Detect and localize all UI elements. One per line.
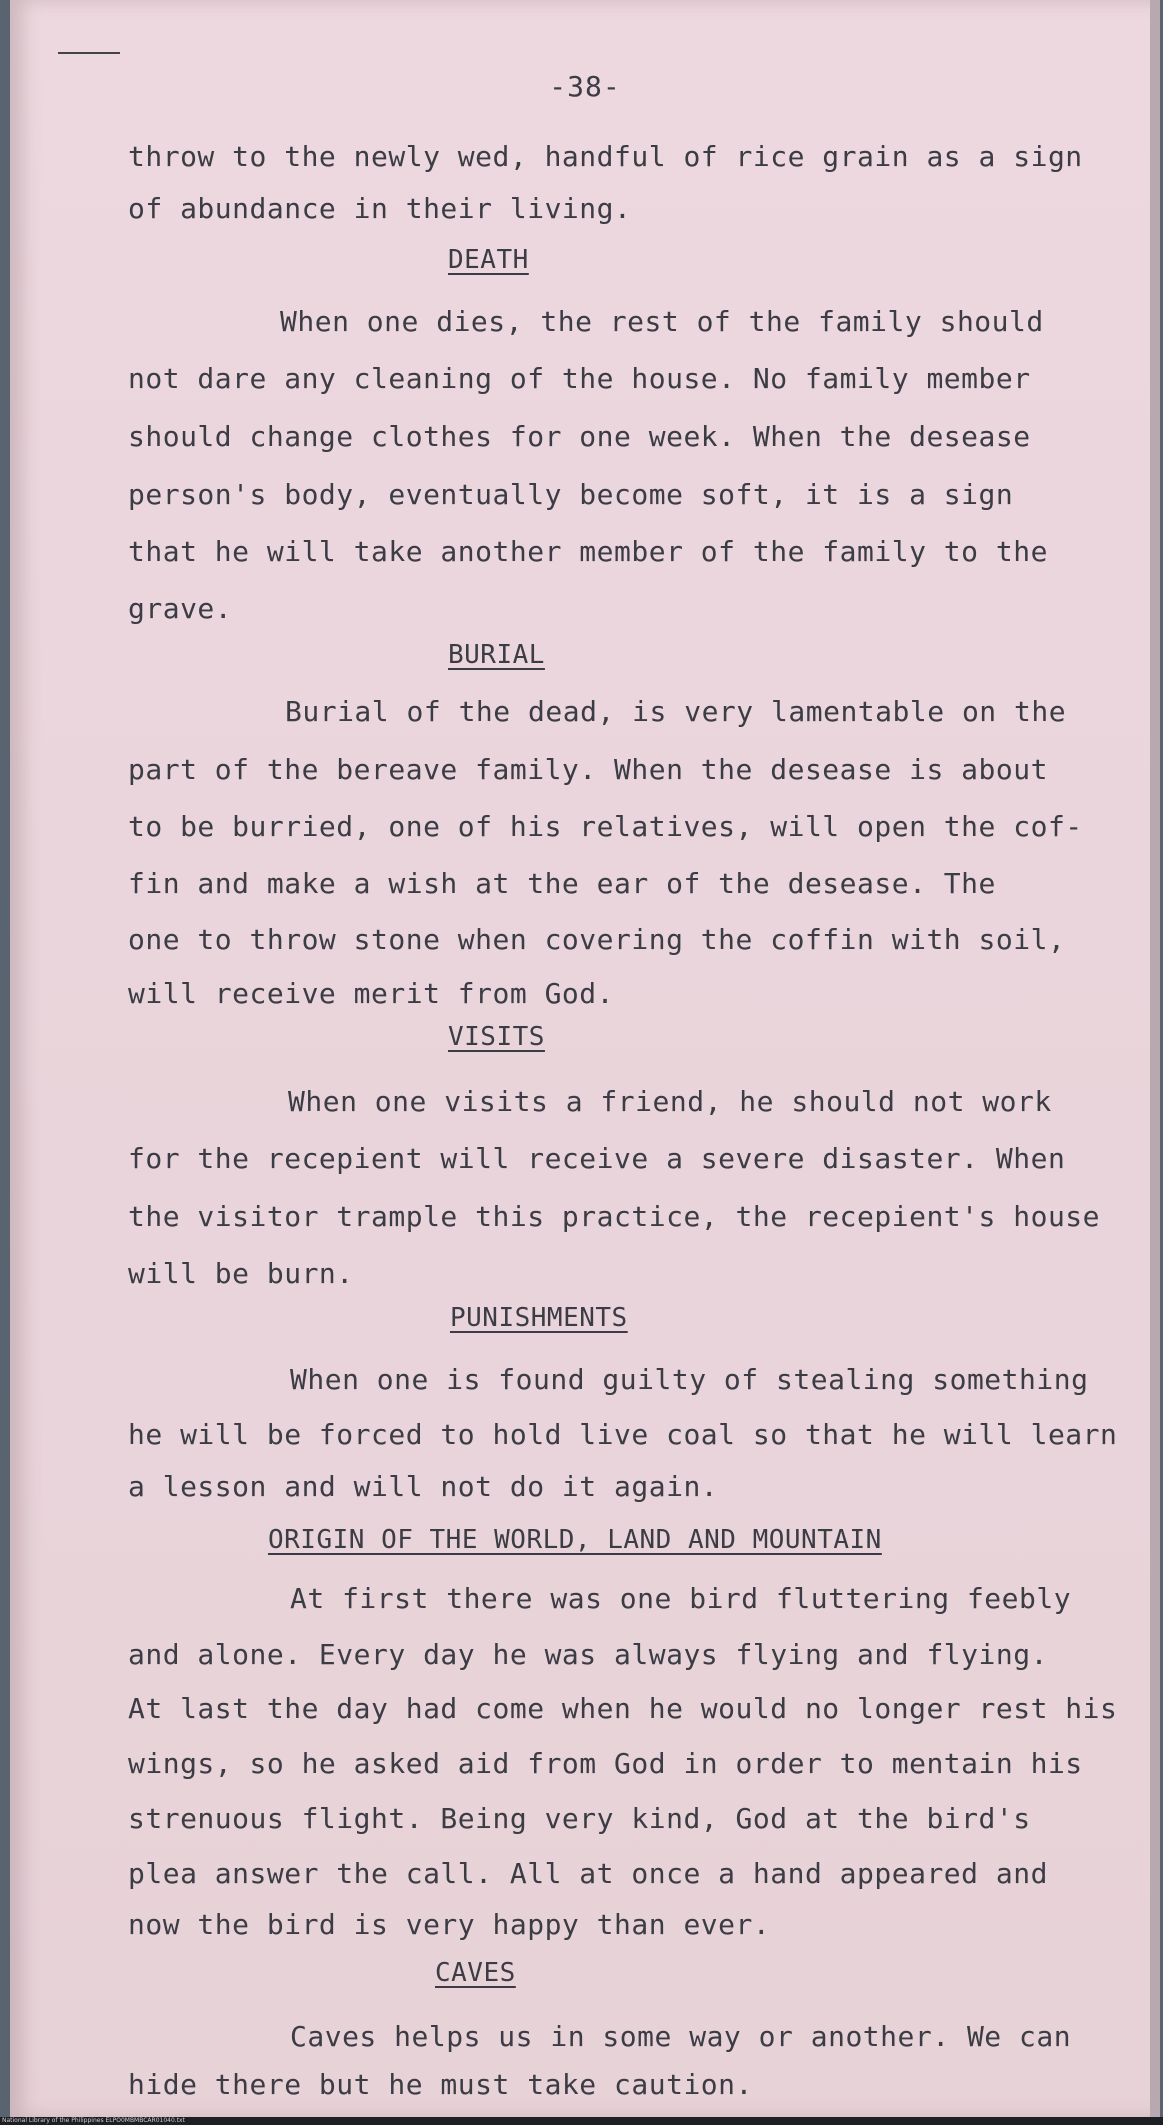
archive-footer: National Library of the Philippines ELPO0MBMBCAR01040.txt <box>0 2117 1163 2125</box>
page-number: -38- <box>549 70 621 103</box>
text-line: that he will take another member of the family to the <box>128 535 1048 568</box>
text-line: should change clothes for one week. When the desease <box>128 420 1031 453</box>
text-line: Caves helps us in some way or another. We can <box>290 2020 1072 2053</box>
text-line: he will be forced to hold live coal so that he will learn <box>128 1418 1118 1451</box>
text-line: grave. <box>128 592 233 625</box>
text-line: to be burried, one of his relatives, will open the cof- <box>128 810 1083 843</box>
text-line: At first there was one bird fluttering feebly <box>290 1582 1072 1615</box>
section-heading-burial: BURIAL <box>448 640 545 670</box>
text-line: one to throw stone when covering the coffin with soil, <box>128 923 1066 956</box>
text-line: will be burn. <box>128 1257 354 1290</box>
text-line: When one is found guilty of stealing something <box>290 1363 1089 1396</box>
text-line: strenuous flight. Being very kind, God at the bird's <box>128 1802 1031 1835</box>
text-line: for the recepient will receive a severe disaster. When <box>128 1142 1066 1175</box>
text-line: a lesson and will not do it again. <box>128 1470 719 1503</box>
page-edge <box>1150 0 1160 2118</box>
text-line: When one visits a friend, he should not work <box>288 1085 1052 1118</box>
section-heading-visits: VISITS <box>448 1022 545 1052</box>
text-line: When one dies, the rest of the family should <box>280 305 1044 338</box>
text-line: throw to the newly wed, handful of rice grain as a sign <box>128 140 1083 173</box>
text-line: will receive merit from God. <box>128 977 615 1010</box>
text-line: and alone. Every day he was always flying and flying. <box>128 1638 1048 1671</box>
section-heading-punishments: PUNISHMENTS <box>450 1303 628 1333</box>
section-heading-caves: CAVES <box>435 1958 516 1988</box>
text-line: of abundance in their living. <box>128 192 632 225</box>
text-line: not dare any cleaning of the house. No family member <box>128 362 1031 395</box>
section-heading-death: DEATH <box>448 245 529 275</box>
text-line: part of the bereave family. When the desease is about <box>128 753 1048 786</box>
text-line: fin and make a wish at the ear of the desease. The <box>128 867 996 900</box>
text-line: At last the day had come when he would no longer rest his <box>128 1692 1118 1725</box>
ink-mark <box>58 52 120 54</box>
text-line: Burial of the dead, is very lamentable on the <box>285 695 1067 728</box>
document-page <box>10 0 1160 2118</box>
text-line: wings, so he asked aid from God in order to mentain his <box>128 1747 1083 1780</box>
text-line: the visitor trample this practice, the recepient's house <box>128 1200 1101 1233</box>
section-heading-origin: ORIGIN OF THE WORLD, LAND AND MOUNTAIN <box>268 1525 882 1555</box>
text-line: now the bird is very happy than ever. <box>128 1908 771 1941</box>
text-line: person's body, eventually become soft, it is a sign <box>128 478 1014 511</box>
text-line: plea answer the call. All at once a hand appeared and <box>128 1857 1048 1890</box>
text-line: hide there but he must take caution. <box>128 2068 753 2101</box>
